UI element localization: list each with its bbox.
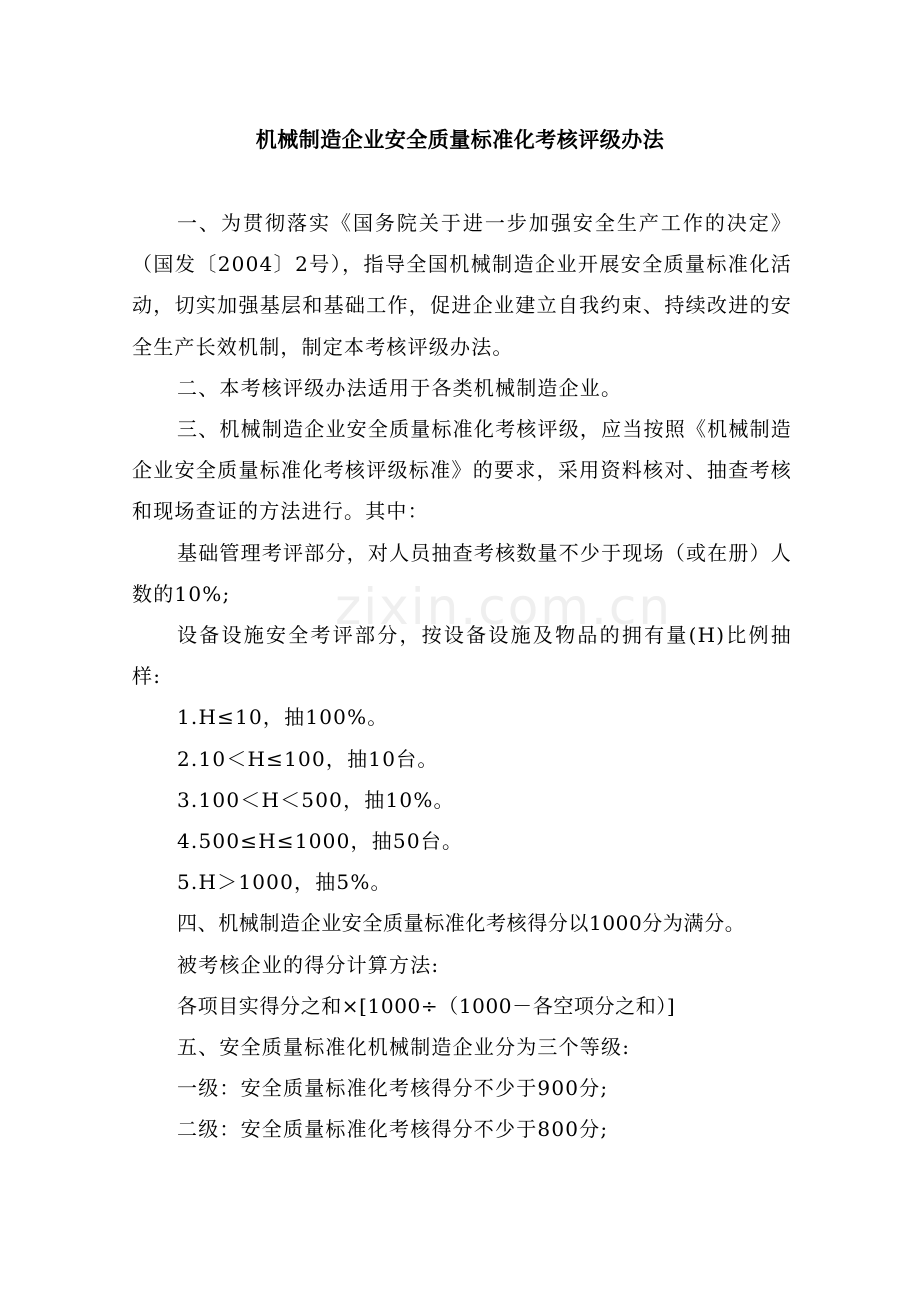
paragraph-1: 一、为贯彻落实《国务院关于进一步加强安全生产工作的决定》（国发〔2004〕2号），指导全国机械制造企业开展安全质量标准化活动，切实加强基层和基础工作，促进企业建立自我约束、持续改进的安全生产长效机制，制定本考核评级办法。 <box>132 211 792 359</box>
paragraph-8: 五、安全质量标准化机械制造企业分为三个等级: <box>177 1035 631 1060</box>
sampling-rule-2: 2.10＜H≤100，抽10台。 <box>177 746 439 771</box>
grade-level-1: 一级：安全质量标准化考核得分不少于900分; <box>177 1076 609 1101</box>
paragraph-5: 设备设施安全考评部分，按设备设施及物品的拥有量(H)比例抽样: <box>132 623 792 689</box>
paragraph-6: 四、机械制造企业安全质量标准化考核得分以1000分为满分。 <box>177 911 746 936</box>
paragraph-3: 三、机械制造企业安全质量标准化考核评级，应当按照《机械制造企业安全质量标准化考核评级标准》的要求，采用资料核对、抽查考核和现场查证的方法进行。其中： <box>132 417 792 524</box>
paragraph-2: 二、本考核评级办法适用于各类机械制造企业。 <box>177 375 623 400</box>
document-title: 机械制造企业安全质量标准化考核评级办法 <box>255 128 665 152</box>
paragraph-4: 基础管理考评部分，对人员抽查考核数量不少于现场（或在册）人数的10%; <box>132 540 792 606</box>
watermark: zixin.com.cn <box>335 578 673 636</box>
sampling-rule-5: 5.H＞1000，抽5%。 <box>177 870 392 895</box>
sampling-rule-3: 3.100＜H＜500，抽10%。 <box>177 787 455 812</box>
document-body <box>132 203 792 1151</box>
sampling-rule-1: 1.H≤10，抽100%。 <box>177 705 389 730</box>
sampling-rule-4: 4.500≤H≤1000，抽50台。 <box>177 829 464 854</box>
score-formula: 各项目实得分之和×[1000÷（1000－各空项分之和）] <box>177 993 676 1018</box>
paragraph-7: 被考核企业的得分计算方法: <box>177 952 440 977</box>
grade-level-2: 二级：安全质量标准化考核得分不少于800分; <box>177 1117 609 1142</box>
